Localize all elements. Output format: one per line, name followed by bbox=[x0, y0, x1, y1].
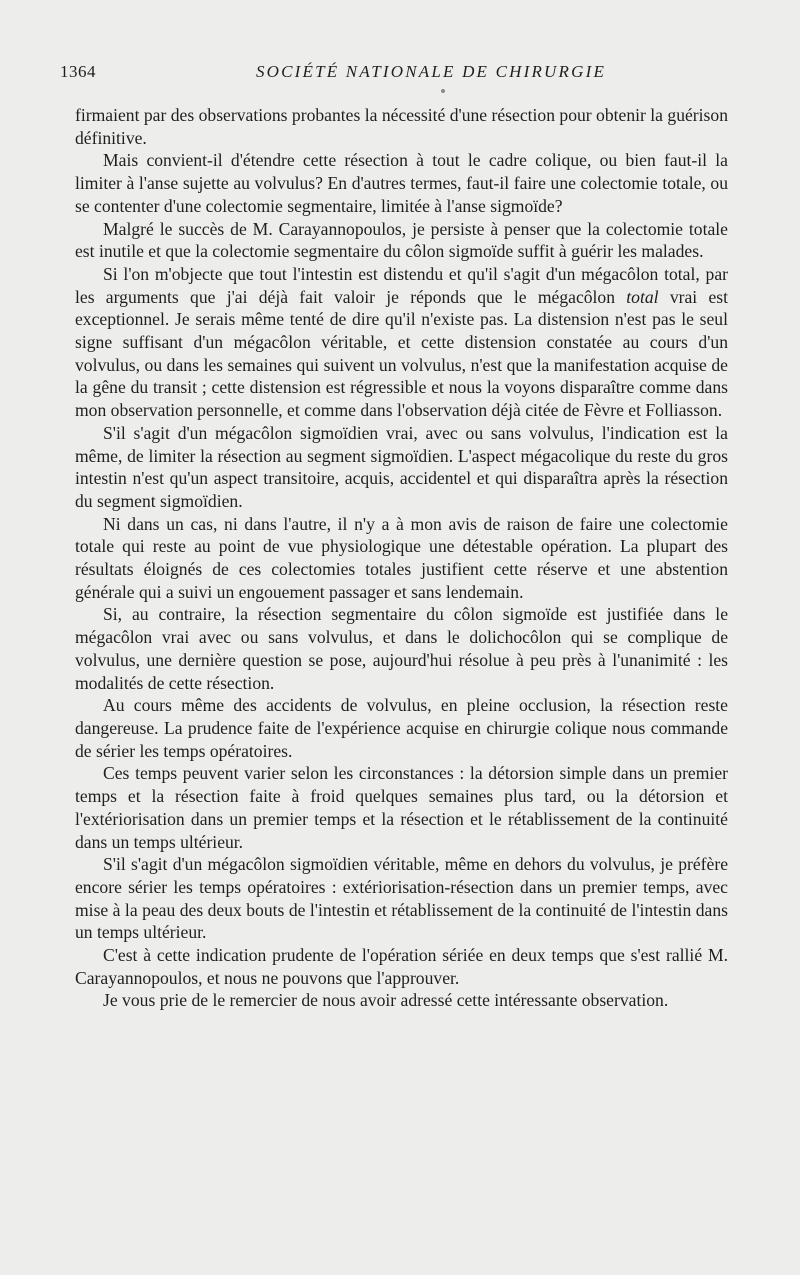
paragraph: firmaient par des observations probantes la nécessité d'une résection pour obtenir la guérison définitive. bbox=[75, 105, 728, 148]
emphasized-word: total bbox=[626, 286, 659, 307]
paragraph-text: vrai est exceptionnel. Je serais même tenté de dire qu'il n'existe pas. La distension n'est pas le seul signe suffisant d'un mégacôlon véritable, et cette distension constatée au cours d'un volvulus, ou dans les semaines qui suivent un volvulus, n'est que la manifestation acquise de la gêne du transit ; cette distension est régressible et nous la voyons disparaître comme dans mon observation personnelle, et comme dans l'observation déjà citée de Fèvre et Folliasson. bbox=[75, 286, 728, 421]
paragraph: Si, au contraire, la résection segmentaire du côlon sigmoïde est justifiée dans le mégacôlon vrai avec ou sans volvulus, et dans le dolichocôlon qui se complique de volvulus, une dernière question se pose, aujourd'hui résolue à peu près à l'unanimité : les modalités de cette résection. bbox=[75, 604, 728, 693]
article-body bbox=[75, 104, 728, 1012]
paragraph bbox=[75, 263, 728, 422]
paragraph: S'il s'agit d'un mégacôlon sigmoïdien véritable, même en dehors du volvulus, je préfère encore sérier les temps opératoires : extériorisation-résection dans un premier temps, avec mise à la peau des deux bouts de l'intestin et rétablissement de la continuité de l'intestin dans un temps ultérieur. bbox=[75, 854, 728, 943]
paragraph: Malgré le succès de M. Carayannopoulos, je persiste à penser que la colectomie totale est inutile et que la colectomie segmentaire du côlon sigmoïde suffit à guérir les malades. bbox=[75, 218, 728, 262]
paragraph-text: Si l'on m'objecte que tout l'intestin est distendu et qu'il s'agit d'un mégacôlon total, par les arguments que j'ai déjà fait valoir je réponds que le mégacôlon bbox=[75, 263, 728, 307]
paragraph: Au cours même des accidents de volvulus, en pleine occlusion, la résection reste dangereuse. La prudence faite de l'expérience acquise en chirurgie colique nous commande de sérier les temps opératoires. bbox=[75, 695, 728, 761]
paragraph: Mais convient-il d'étendre cette résection à tout le cadre colique, ou bien faut-il la limiter à l'anse sujette au volvulus? En d'autres termes, faut-il faire une colectomie totale, ou se contenter d'une colectomie segmentaire, limitée à l'anse sigmoïde? bbox=[75, 150, 728, 216]
page-number: 1364 bbox=[60, 62, 96, 81]
paragraph: S'il s'agit d'un mégacôlon sigmoïdien vrai, avec ou sans volvulus, l'indication est la même, de limiter la résection au segment sigmoïdien. L'aspect mégacolique du reste du gros intestin n'est qu'un aspect transitoire, acquis, accidentel et qui disparaîtra après la résection du segment sigmoïdien. bbox=[75, 422, 728, 511]
paragraph: Ces temps peuvent varier selon les circonstances : la détorsion simple dans un premier temps et la résection faite à froid quelques semaines plus tard, ou la détorsion et l'extériorisation dans un premier temps et la résection et le rétablissement de la continuité dans un temps ultérieur. bbox=[75, 763, 728, 852]
ink-speck bbox=[441, 89, 445, 93]
running-title: SOCIÉTÉ NATIONALE DE CHIRURGIE bbox=[255, 62, 607, 81]
page-header bbox=[60, 62, 732, 88]
paragraph: C'est à cette indication prudente de l'opération sériée en deux temps que s'est rallié M. Carayannopoulos, et nous ne pouvons que l'approuver. bbox=[75, 945, 728, 988]
paragraph: Ni dans un cas, ni dans l'autre, il n'y a à mon avis de raison de faire une colectomie totale qui reste au point de vue physiologique une détestable opération. La plupart des résultats éloignés de ces colectomies totales justifient cette réserve et une abstention générale qui a suivi un engouement passager et sans lendemain. bbox=[75, 513, 728, 602]
paragraph: Je vous prie de le remercier de nous avoir adressé cette intéressante observation. bbox=[103, 990, 669, 1011]
